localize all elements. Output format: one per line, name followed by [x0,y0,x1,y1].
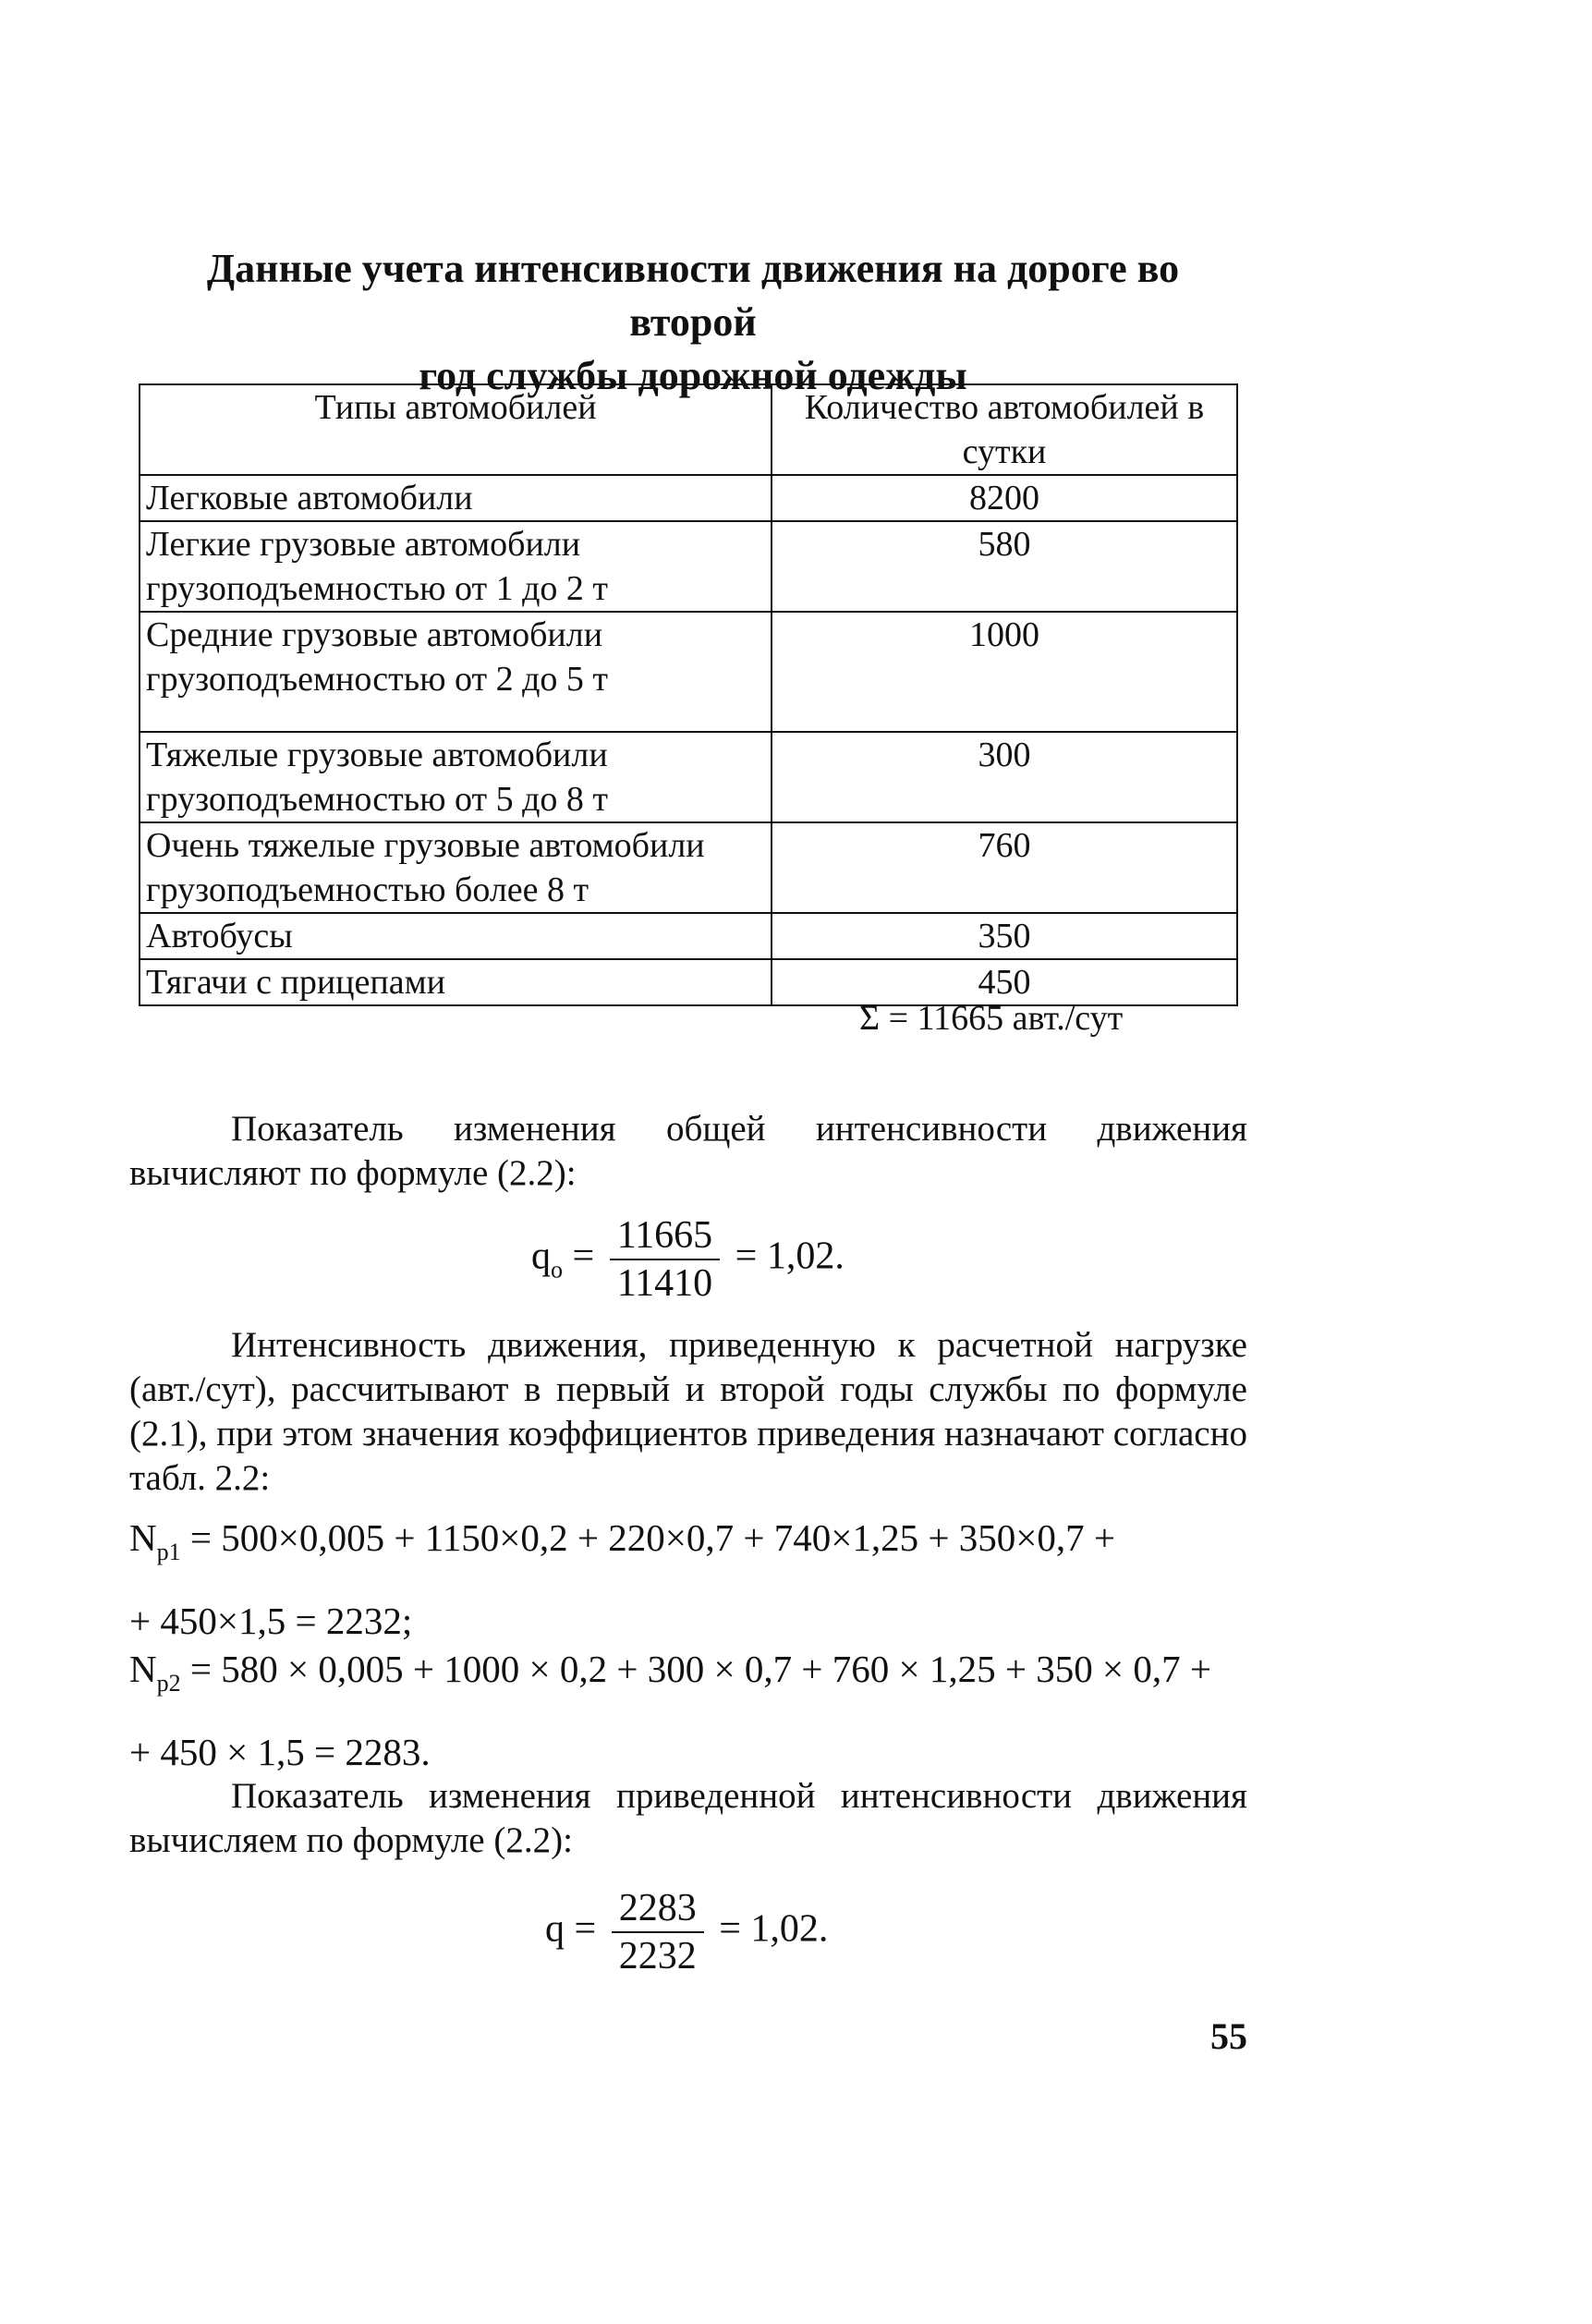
table-row [140,521,1237,612]
vehicle-type-cell: Легкие грузовые автомобили грузоподъемностью от 1 до 2 т [140,521,772,612]
table-title [139,242,1247,403]
formula-np1 [129,1514,1257,1645]
q-fraction [612,1885,704,1979]
traffic-table [139,383,1238,1006]
np1-subscript: p1 [156,1539,181,1565]
q0-result: = 1,02. [735,1235,845,1278]
q-numerator: 2283 [612,1885,704,1933]
q0-symbol: q [531,1235,551,1278]
q0-denominator: 11410 [616,1262,713,1305]
formula-np2 [129,1645,1257,1776]
q0-subscript: o [551,1256,563,1284]
vehicle-type-cell: Легковые автомобили [140,475,772,521]
q0-numerator: 11665 [610,1212,720,1260]
q0-fraction [610,1212,720,1307]
vehicle-count-cell: 1000 [772,612,1237,732]
np1-line-1 [129,1514,1257,1576]
q-result: = 1,02. [719,1907,829,1951]
np1-symbol: N [129,1516,157,1559]
vehicle-count-cell: 760 [772,822,1237,913]
vehicle-count-cell: 300 [772,732,1237,822]
vehicle-count-cell: 350 [772,913,1237,959]
formula-q0 [531,1212,845,1307]
vehicle-type-cell: Тяжелые грузовые автомобили грузоподъемностью от 5 до 8 т [140,732,772,822]
np1-line-2: + 450×1,5 = 2232; [129,1600,413,1642]
table-row [140,475,1237,521]
np2-expression: = 580 × 0,005 + 1000 × 0,2 + 300 × 0,7 + 760 × 1,25 + 350 × 0,7 + [189,1648,1211,1690]
vehicle-type-cell: Средние грузовые автомобили грузоподъемностью от 2 до 5 т [140,612,772,732]
vehicle-count-cell: 450 [772,959,1237,1005]
vehicle-type-cell: Автобусы [140,913,772,959]
table-row [140,822,1237,913]
vehicle-count-cell: 580 [772,521,1237,612]
paragraph-total-intensity: Показатель изменения общей интенсивности движения вычисляют по формуле (2.2): [129,1109,1247,1193]
np2-line-2: + 450 × 1,5 = 2283. [129,1731,431,1773]
table-row [140,732,1237,822]
np2-line-1 [129,1645,1257,1708]
title-line-1: Данные учета интенсивности движения на дороге во второй [206,246,1180,345]
header-vehicle-type: Типы автомобилей [140,384,772,475]
vehicle-type-cell: Очень тяжелые грузовые автомобили грузоподъемностью более 8 т [140,822,772,913]
title-line-2: год службы дорожной одежды [419,353,967,398]
np1-expression: = 500×0,005 + 1150×0,2 + 220×0,7 + 740×1,25 + 350×0,7 + [189,1516,1115,1559]
table-header-row [140,384,1237,475]
vehicle-type-cell: Тягачи с прицепами [140,959,772,1005]
table-row [140,913,1237,959]
paragraph-reduced-change: Показатель изменения приведенной интенсивности движения вычисляем по формуле (2.2): [129,1776,1247,1860]
page-number: 55 [1210,2015,1247,2057]
header-vehicle-count: Количество автомобилей в сутки [772,384,1237,475]
q-lhs: q = [545,1907,597,1951]
np2-symbol: N [129,1648,157,1690]
formula-q [545,1885,828,1979]
np2-subscript: p2 [156,1670,181,1697]
paragraph-reduced-intensity: Интенсивность движения, приведенную к расчетной нагрузке (авт./сут), рассчитывают в первый и второй годы службы по формуле (2.1), при этом значения коэффициентов приведения назначают согласно табл. 2.2: [129,1325,1247,1498]
vehicle-count-cell: 8200 [772,475,1237,521]
table-sum: Σ = 11665 авт./сут [859,999,1124,1038]
q-denominator: 2232 [618,1935,697,1977]
q0-equals: = [572,1235,595,1278]
table-row [140,612,1237,732]
